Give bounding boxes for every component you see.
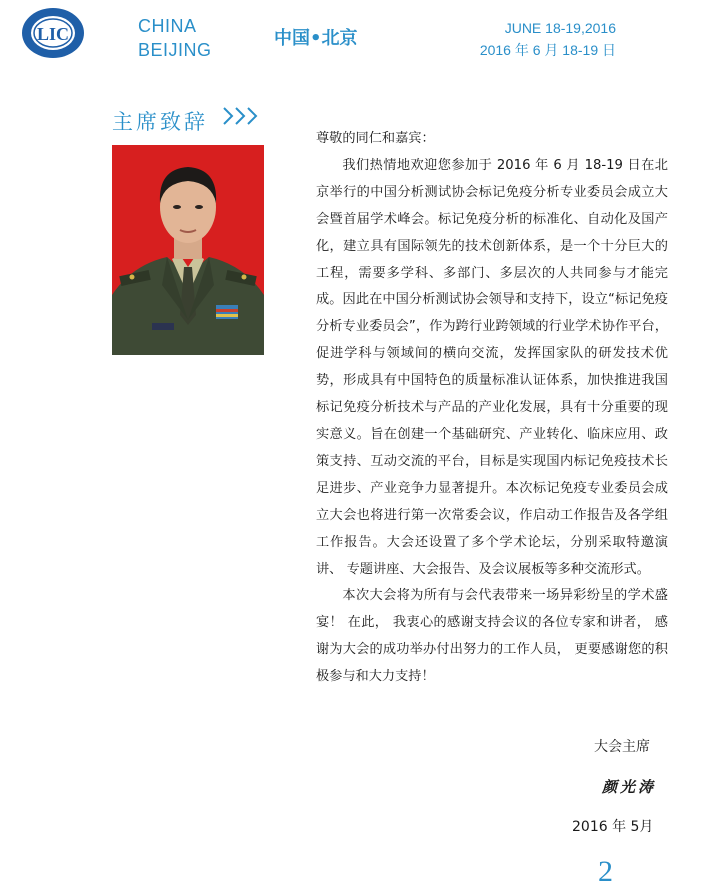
city-english [138, 14, 212, 62]
date-chinese: 2016 年 6 月 18-19 日 [479, 42, 616, 58]
letter-greeting: 尊敬的同仁和嘉宾： [316, 131, 435, 146]
city-chinese: 中国•北京 [274, 28, 358, 49]
letter-body [316, 126, 668, 691]
signature-date: 2016 年 5月 [572, 819, 654, 835]
letter-paragraph-2: 本次大会将为所有与会代表带来一场异彩纷呈的学术盛宴！ 在此， 我衷心的感谢支持会议的各位专家和讲者， 感谢为大会的成功举办付出努力的工作人员， 更要感谢您的积极参与和大力支持！ [316, 588, 668, 685]
triple-chevron-icon [222, 104, 262, 128]
chairman-portrait [112, 145, 264, 355]
city-en-line1: CHINA [138, 16, 197, 36]
section-title: 主席致辞 [112, 110, 208, 134]
signature-title: 大会主席 [594, 739, 650, 755]
conference-logo [20, 6, 86, 60]
logo-text: LIC [36, 24, 70, 44]
signature-name: 颜光涛 [602, 778, 657, 796]
conference-dates [480, 17, 616, 61]
date-english: JUNE 18-19,2016 [504, 20, 616, 36]
letter-paragraph-1: 我们热情地欢迎您参加于 2016 年 6 月 18-19 日在北京举行的中国分析测试协会标记免疫分析专业委员会成立大会暨首届学术峰会。标记免疫分析的标准化、自动化及国产化，建立具有国际领先的技术创新体系，是一个十分巨大的工程，需要多学科、多部门、多层次的人共同参与才能完成。因此在中国分析测试协会领导和支持下，设立“标记免疫分析专业委员会”，作为跨行业跨领域的行业学术协作平台，促进学科与领域间的横向交流，发挥国家队的研发技术优势，形成具有中国特色的质量标准认证体系，加快推进我国标记免疫分析技术与产品的产业化发展，具有十分重要的现实意义。旨在创建一个基础研究、产业转化、临床应用、政策支持、互动交流的平台，目标是实现国内标记免疫技术长足进步、产业竞争力显著提升。本次标记免疫专业委员会成立大会也将进行第一次常委会议，作启动工作报告及各学组工作报告。大会还设置了多个学术论坛，分别采取特邀演讲、 专题讲座、大会报告、及会议展板等多种交流形式。 [316, 157, 668, 577]
city-en-line2: BEIJING [138, 40, 212, 60]
page-number: 2 [598, 855, 613, 888]
